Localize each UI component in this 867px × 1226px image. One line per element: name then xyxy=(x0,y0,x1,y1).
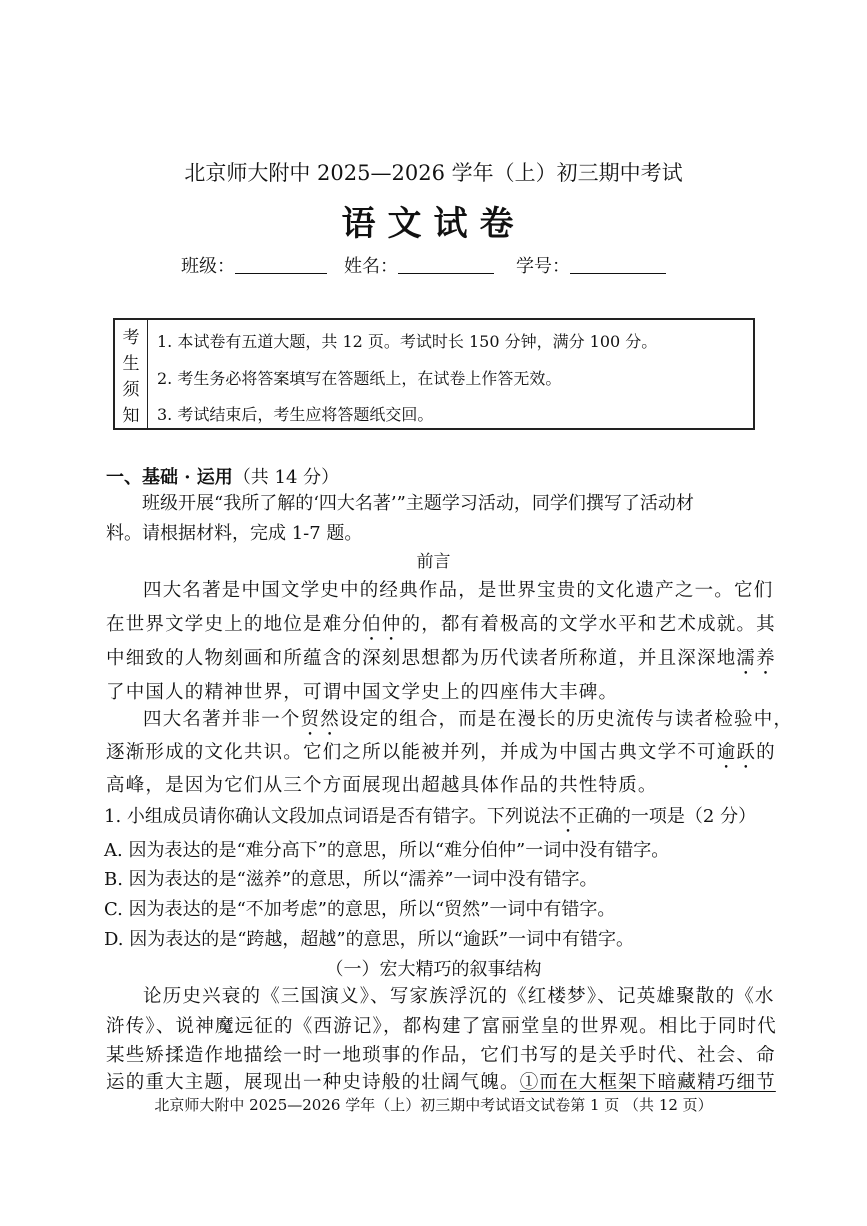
underlined-sentence: ①而在大框架下暗藏精巧细节 xyxy=(519,1072,776,1093)
dotted-word: 濡养 xyxy=(736,648,776,669)
notice-item: 1. 本试卷有五道大题，共 12 页。考试时长 150 分钟，满分 100 分。 xyxy=(157,332,658,351)
preface-line xyxy=(106,644,776,679)
preface-line: 四大名著是中国文学史中的经典作品，是世界宝贵的文化遗产之一。它们 xyxy=(143,580,774,601)
id-field xyxy=(516,252,666,278)
notice-label xyxy=(115,320,148,428)
class-label: 班级： xyxy=(181,256,235,277)
question-stem xyxy=(104,802,756,837)
preface-line: 高峰，是因为它们从三个方面展现出超越具体作品的共性特质。 xyxy=(106,775,658,796)
text-span: 1. 小组成员请你确认文段加点词语是否有错字。下列说法 xyxy=(104,806,559,827)
preface-title: 前言 xyxy=(416,552,451,572)
dotted-word: 逾跃 xyxy=(716,742,757,763)
subject-title: 语文试卷 xyxy=(341,204,526,244)
text-span: 运的重大主题，展现出一种史诗般的壮阔气魄。 xyxy=(106,1072,520,1093)
class-blank xyxy=(235,257,327,274)
text-span: 的，都有着极高的文学水平和艺术成就。其 xyxy=(401,614,776,635)
preface-line xyxy=(143,705,793,740)
preface-line: 了中国人的精神世界，可谓中国文学史上的四座伟大丰碑。 xyxy=(106,682,619,703)
text-span: 设定的组合，而是在漫长的历史流传与读者检验中， xyxy=(340,709,794,730)
option-b: B. 因为表达的是“滋养”的意思，所以“濡养”一词中没有错字。 xyxy=(104,869,598,890)
text-span: 正确的一项是（2 分） xyxy=(576,806,757,827)
text-span: 中细致的人物刻画和所蕴含的深刻思想都为历代读者所称道，并且深深地 xyxy=(106,648,737,669)
notice-item: 3. 考试结束后，考生应将答题纸交回。 xyxy=(157,405,434,424)
section-score: （共 14 分） xyxy=(232,467,340,488)
option-c: C. 因为表达的是“不加考虑”的意思，所以“贸然”一词中有错字。 xyxy=(104,899,616,920)
school-title: 北京师大附中 2025—2026 学年（上）初三期中考试 xyxy=(184,161,683,185)
name-blank xyxy=(398,257,494,274)
part-line: 某些矫揉造作地描绘一时一地琐事的作品，它们书写的是关乎时代、社会、命 xyxy=(106,1045,776,1066)
notice-box xyxy=(113,318,755,430)
page-footer: 北京师大附中 2025—2026 学年（上）初三期中考试语文试卷第 1 页 （共 12 页） xyxy=(154,1096,713,1114)
dotted-word: 贸然 xyxy=(300,709,341,730)
name-label: 姓名： xyxy=(344,256,398,277)
text-span: 四大名著并非一个 xyxy=(143,709,301,730)
option-d: D. 因为表达的是“跨越，超越”的意思，所以“逾跃”一词中有错字。 xyxy=(104,929,635,950)
id-label: 学号： xyxy=(516,256,570,277)
intro-line: 班级开展“我所了解的‘四大名著’”主题学习活动，同学们撰写了活动材 xyxy=(142,493,694,514)
option-a: A. 因为表达的是“难分高下”的意思，所以“难分伯仲”一词中没有错字。 xyxy=(104,840,670,861)
preface-line xyxy=(106,610,776,645)
dotted-word: 不 xyxy=(558,806,577,827)
notice-label-char: 须 xyxy=(122,379,140,400)
notice-label-char: 考 xyxy=(122,327,140,348)
text-span: 的 xyxy=(756,742,776,763)
notice-label-char: 生 xyxy=(122,353,140,374)
section-title: 一、基础 · 运用 xyxy=(106,467,233,488)
text-span: 逐渐形成的文化共识。它们之所以能被并列，并成为中国古典文学不可 xyxy=(106,742,717,763)
part-line xyxy=(106,1068,776,1094)
section-heading xyxy=(106,463,339,489)
preface-line xyxy=(106,738,776,773)
class-field xyxy=(181,252,327,278)
notice-label-char: 知 xyxy=(122,405,140,426)
dotted-word: 伯仲 xyxy=(362,614,402,635)
name-field xyxy=(344,252,494,278)
id-blank xyxy=(570,257,666,274)
text-span: 在世界文学史上的地位是难分 xyxy=(106,614,363,635)
part-line: 浒传》、说神魔远征的《西游记》，都构建了富丽堂皇的世界观。相比于同时代 xyxy=(106,1016,778,1037)
part-line: 论历史兴衰的《三国演义》、写家族浮沉的《红楼梦》、记英雄聚散的《水 xyxy=(143,986,775,1007)
intro-line: 料。请根据材料，完成 1-7 题。 xyxy=(106,523,363,544)
notice-item: 2. 考生务必将答案填写在答题纸上，在试卷上作答无效。 xyxy=(157,369,562,388)
part-title: （一）宏大精巧的叙事结构 xyxy=(325,959,542,980)
